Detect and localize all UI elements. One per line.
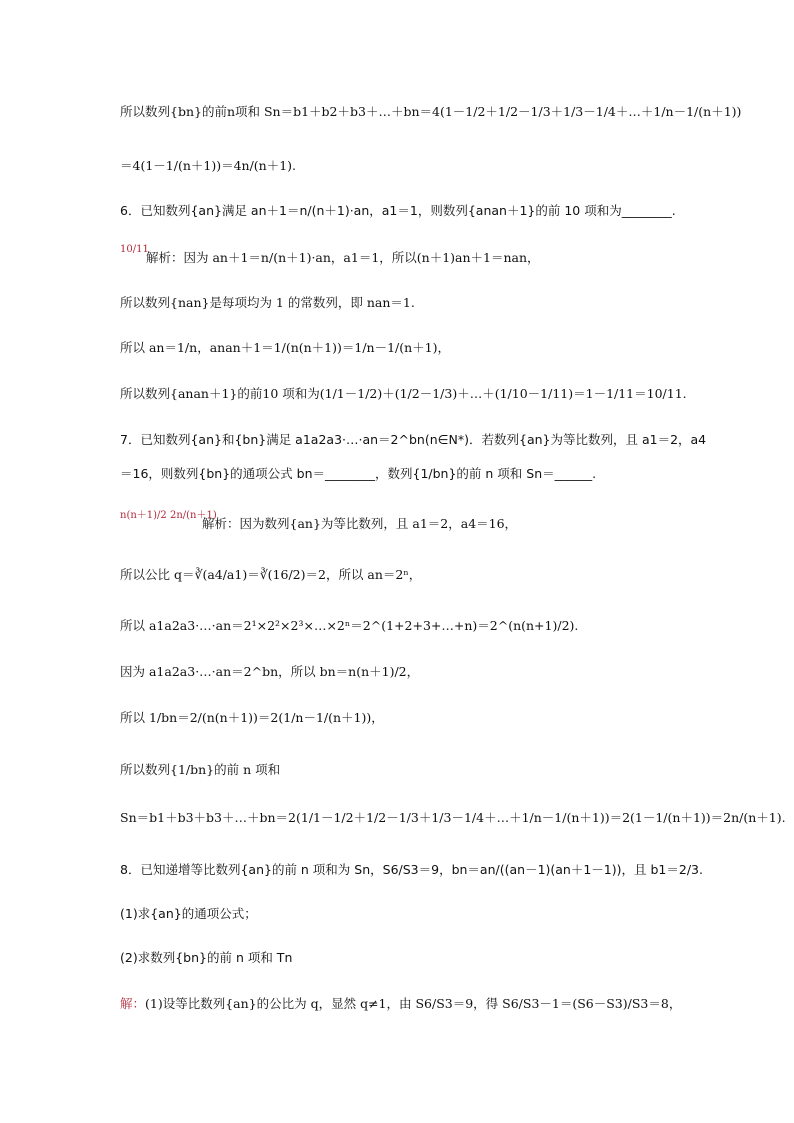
text-line: ＝4(1－1/(n＋1))＝4n/(n＋1). [120, 158, 297, 173]
text-line: 因为 a1a2a3·…·an＝2^bn，所以 bn＝n(n＋1)/2， [120, 664, 420, 679]
text-line: 所以数列{1/bn}的前 n 项和 [120, 762, 281, 777]
text-line: 所以数列{bn}的前n项和 Sn＝b1＋b2＋b3＋…＋bn＝4(1－1/2＋1/2－1/3＋1/3－1/4＋…＋1/n－1/(n＋1)) [120, 104, 742, 119]
question-7: 7．已知数列{an}和{bn}满足 a1a2a3·…·an＝2^bn(n∈N*)．若数列{an}为等比数列，且 a1＝2，a4 [120, 432, 707, 447]
text-line: 所以 1/bn＝2/(n(n＋1))＝2(1/n－1/(n＋1))， [120, 710, 384, 725]
solution-label: 解： [120, 996, 146, 1011]
answer-7: n(n＋1)/2 2n/(n＋1) [120, 510, 217, 521]
solution-line: 解：(1)设等比数列{an}的公比为 q，显然 q≠1，由 S6/S3＝9，得 S6/S3－1＝(S6－S3)/S3＝8， [120, 996, 682, 1011]
text-line: 所以 a1a2a3·…·an＝2¹×2²×2³×…×2ⁿ＝2^(1+2+3+…+n)＝2^(n(n+1)/2). [120, 618, 579, 633]
text-line: Sn＝b1＋b3＋b3＋…＋bn＝2(1/1－1/2＋1/2－1/3＋1/3－1/4＋…＋1/n－1/(n＋1))＝2(1－1/(n＋1))＝2n/(n＋1). [120, 810, 786, 825]
text-line: 解析：因为 an＋1＝n/(n＋1)·an，a1＝1，所以(n＋1)an＋1＝nan， [146, 250, 540, 265]
text-line: 所以 an＝1/n，anan＋1＝1/(n(n＋1))＝1/n－1/(n＋1)， [120, 340, 451, 355]
text-line: 所以公比 q＝∛(a4/a1)＝∛(16/2)＝2，所以 an＝2ⁿ， [120, 567, 422, 582]
answer-6: 10/11 [120, 244, 149, 255]
question-8-part-2: (2)求数列{bn}的前 n 项和 Tn [120, 950, 293, 965]
question-6: 6．已知数列{an}满足 an＋1＝n/(n＋1)·an，a1＝1，则数列{anan＋1}的前 10 项和为________. [120, 203, 676, 218]
question-7-cont: ＝16，则数列{bn}的通项公式 bn＝________，数列{1/bn}的前 n 项和 Sn＝______. [120, 466, 597, 481]
question-8-part-1: (1)求{an}的通项公式； [120, 906, 257, 921]
text-line: 所以数列{nan}是每项均为 1 的常数列，即 nan＝1. [120, 295, 415, 310]
question-8: 8．已知递增等比数列{an}的前 n 项和为 Sn，S6/S3＝9，bn＝an/((an－1)(an＋1－1))，且 b1＝2/3. [120, 862, 703, 877]
text-line: 所以数列{anan＋1}的前10 项和为(1/1－1/2)＋(1/2－1/3)＋…＋(1/10－1/11)＝1－1/11＝10/11. [120, 386, 687, 401]
text-line: 解析：因为数列{an}为等比数列，且 a1＝2，a4＝16， [202, 516, 518, 531]
